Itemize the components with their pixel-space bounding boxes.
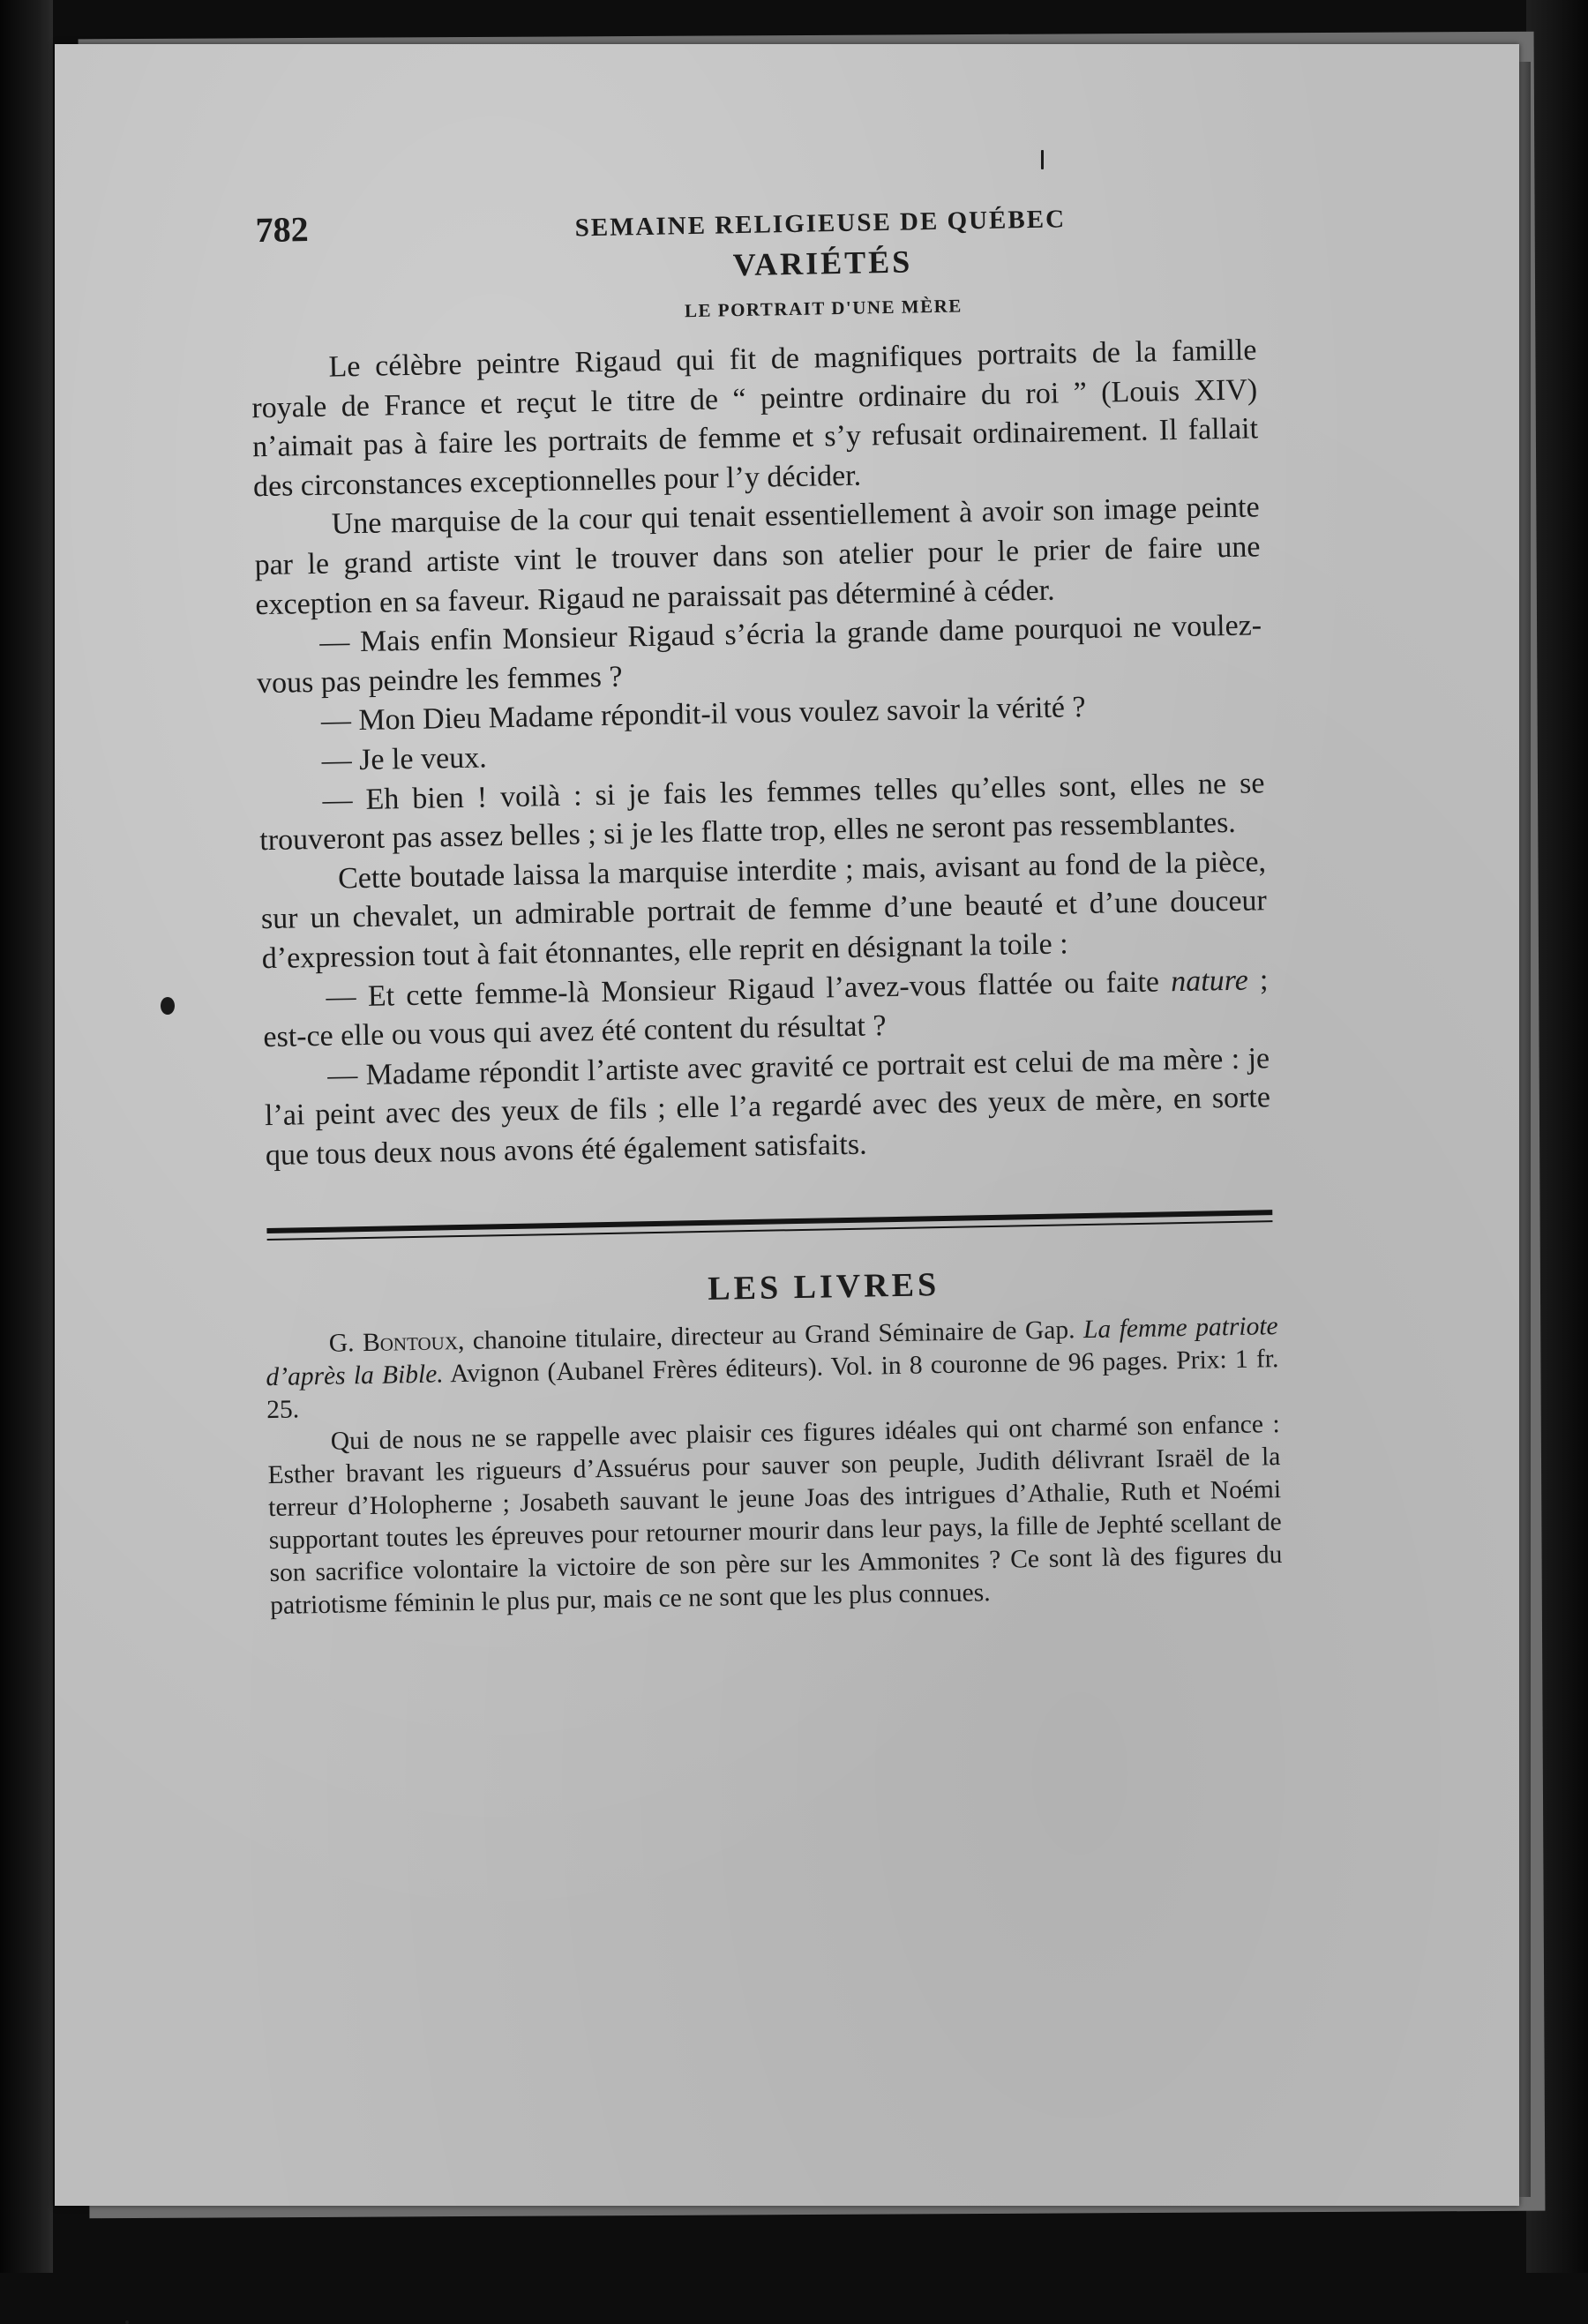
citation-book-title: La femme patriote d’après la Bible.: [266, 1312, 1278, 1392]
question-text: ; est-ce elle ou vous qui avez été content du résultat ?: [263, 963, 1269, 1054]
book-citation: [266, 1311, 1280, 1428]
livres-section-title: LES LIVRES: [707, 1266, 940, 1308]
review-paragraph: Qui de nous ne se rappelle avec plaisir ces figures idéales qui ont charmé son enfance : Esther bravant les rigueurs d’Assuérus pour sauver son peuple, Judith délivrant Israël de la terreur d’Holopherne ; Josabeth sauvant le jeune Joas des intrigues d’Athalie, Ruth et Noémi supportant toutes les épreuves pour retourner mourir dans leur pays, la fille de Jephté scellant de son sacrifice volontaire la victoire de son père sur les Ammonites ? Ce sont là des figures du patriotisme féminin le plus pur, mais ce ne sont que les plus connues.: [267, 1410, 1283, 1621]
question-emphasis: nature: [1170, 963, 1249, 998]
article-paragraph: Cette boutade laissa la marquise interdite ; mais, avisant au fond de la pièce, sur un chevalet, un admirable portrait de femme d’une beauté et d’une douceur d’expression tout à fait étonnantes, elle reprit en désignant la toile :: [260, 844, 1268, 976]
livres-section: [266, 1311, 1284, 1623]
question-text: — Et cette femme-là Monsieur Rigaud l’avez-vous flattée ou faite: [326, 964, 1172, 1014]
film-edge-left: [0, 0, 53, 2273]
article-paragraph: Le célèbre peintre Rigaud qui fit de magnifiques portraits de la famille royale de France et reçut le titre de “ peintre ordinaire du roi ” (Louis XIV) n’aimait pas à faire les portraits de femme et s’y refusait ordinairement. Il fallait des circonstances exceptionnelles pour l’y décider.: [251, 334, 1259, 503]
citation-publication: Avignon (Aubanel Frères éditeurs). Vol. in 8 couronne de 96 pages. Prix: 1 fr. 25.: [266, 1345, 1279, 1425]
article-title: LE PORTRAIT D'UNE MÈRE: [684, 295, 963, 322]
dialogue-line: — Madame répondit l’artiste avec gravité ce portrait est celui de ma mère : je l’ai peint avec des yeux de fils ; elle l’a regardé avec des yeux de mère, en sorte que tous deux nous avons été également satisfaits.: [264, 1041, 1271, 1172]
dust-speck: [125, 2320, 129, 2324]
page-content: [212, 130, 1350, 1623]
section-divider: [266, 1211, 1272, 1241]
dialogue-line: — Mon Dieu Madame répondit-il vous voulez savoir la vérité ?: [320, 691, 1086, 738]
citation-role: , chanoine titulaire, directeur au Grand Séminaire de Gap.: [457, 1316, 1084, 1356]
dialogue-line: — Mais enfin Monsieur Rigaud s’écria la grande dame pourquoi ne voulez-vous pas peindre les femmes ?: [256, 609, 1262, 700]
dialogue-line: — Eh bien ! voilà : si je fais les femmes telles qu’elles sont, elles ne se trouveront pas assez belles ; si je les flatte trop, elles ne seront pas ressemblantes.: [259, 766, 1265, 858]
page-number: 782: [255, 209, 310, 251]
varietes-section-title: VARIÉTÉS: [732, 244, 913, 283]
running-title: SEMAINE RELIGIEUSE DE QUÉBEC: [574, 205, 1067, 243]
citation-author: G. Bontoux: [328, 1327, 459, 1359]
dialogue-line: — Je le veux.: [321, 741, 487, 777]
article-paragraph: Une marquise de la cour qui tenait essentiellement à avoir son image peinte par le grand artiste vint le trouver dans son atelier pour le prier de faire une exception en sa faveur. Rigaud ne paraissait pas déterminé à céder.: [254, 491, 1261, 621]
varietes-article: [251, 331, 1271, 1175]
ink-speck: [161, 997, 175, 1015]
